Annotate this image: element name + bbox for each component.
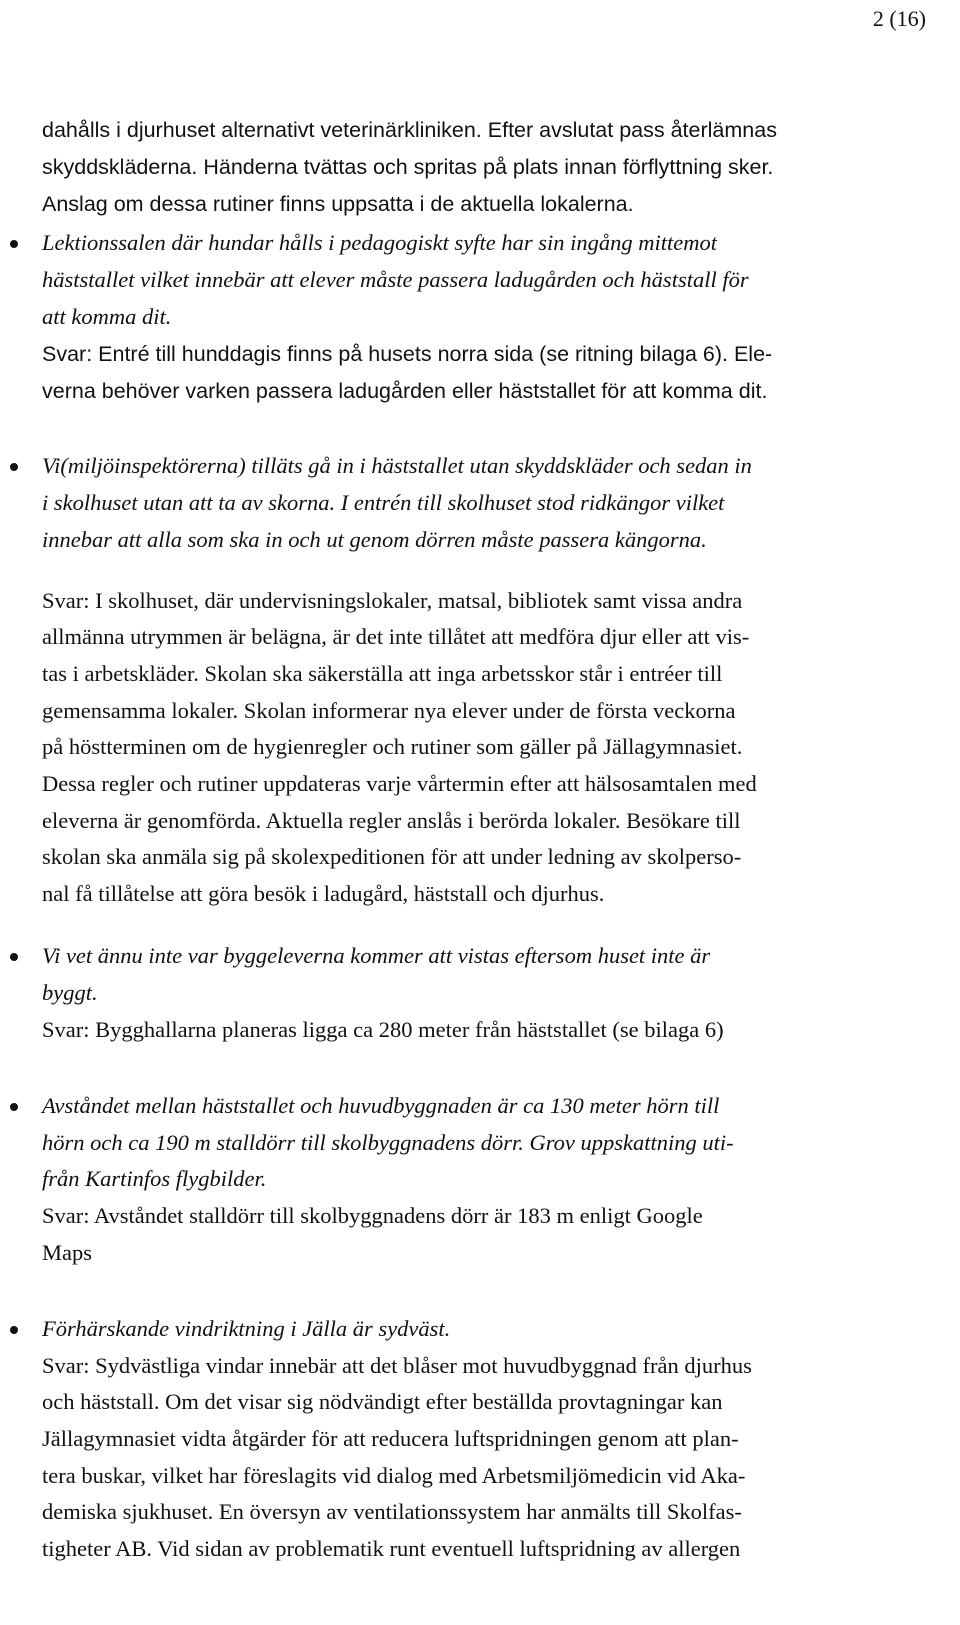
intro-line: Anslag om dessa rutiner finns uppsatta i de aktuella lokalerna. — [42, 192, 634, 216]
answer-line: Svar: Sydvästliga vindar innebär att det blåser mot huvudbyggnad från djurhus — [42, 1353, 752, 1378]
answer-line: Jällagymnasiet vidta åtgärder för att reducera luftspridningen genom att plan- — [42, 1426, 739, 1451]
intro-line: dahålls i djurhuset alternativt veterinärkliniken. Efter avslutat pass återlämnas — [42, 118, 777, 142]
answer-line: nal få tillåtelse att göra besök i ladugård, häststall och djurhus. — [42, 881, 605, 906]
answer-line: Svar: Avståndet stalldörr till skolbyggnadens dörr är 183 m enligt Google — [42, 1203, 703, 1228]
answer-line: verna behöver varken passera ladugården eller häststallet för att komma dit. — [42, 379, 768, 403]
question-line: Förhärskande vindriktning i Jälla är sydväst. — [42, 1316, 451, 1341]
question-line: i skolhuset utan att ta av skorna. I entrén till skolhuset stod ridkängor vilket — [42, 490, 725, 515]
answer-line: Maps — [42, 1240, 92, 1265]
question-line: byggt. — [42, 980, 98, 1005]
bullet-marker — [10, 1326, 18, 1334]
bullet-marker — [10, 463, 18, 471]
question-line: innebar att alla som ska in och ut genom dörren måste passera kängorna. — [42, 527, 707, 552]
answer-line: tigheter AB. Vid sidan av problematik runt eventuell luftspridning av allergen — [42, 1536, 741, 1561]
question-line: Vi vet ännu inte var byggeleverna kommer att vistas eftersom huset inte är — [42, 943, 711, 968]
bullet-marker — [10, 240, 18, 248]
question-line: Lektionssalen där hundar hålls i pedagogiskt syfte har sin ingång mittemot — [42, 230, 717, 255]
question-line: Vi(miljöinspektörerna) tilläts gå in i häststallet utan skyddskläder och sedan in — [42, 453, 752, 478]
answer-line: eleverna är genomförda. Aktuella regler anslås i berörda lokaler. Besökare till — [42, 808, 741, 833]
question-line: från Kartinfos flygbilder. — [42, 1166, 267, 1191]
answer-line: allmänna utrymmen är belägna, är det inte tillåtet att medföra djur eller att vis- — [42, 624, 750, 649]
bullet-marker — [10, 1103, 18, 1111]
question-line: att komma dit. — [42, 304, 172, 329]
answer-line: tera buskar, vilket har föreslagits vid dialog med Arbetsmiljömedicin vid Aka- — [42, 1463, 746, 1488]
answer-line: Svar: Entré till hunddagis finns på husets norra sida (se ritning bilaga 6). Ele- — [42, 342, 773, 366]
intro-line: skyddskläderna. Händerna tvättas och spritas på plats innan förflyttning sker. — [42, 155, 774, 179]
question-line: Avståndet mellan häststallet och huvudbyggnaden är ca 130 meter hörn till — [42, 1093, 720, 1118]
answer-line: på höstterminen om de hygienregler och rutiner som gäller på Jällagymnasiet. — [42, 734, 743, 759]
answer-line: demiska sjukhuset. En översyn av ventilationssystem har anmälts till Skolfas- — [42, 1499, 742, 1524]
answer-line: Dessa regler och rutiner uppdateras varje vårtermin efter att hälsosamtalen med — [42, 771, 757, 796]
answer-line: tas i arbetskläder. Skolan ska säkerställa att inga arbetsskor står i entréer till — [42, 661, 723, 686]
question-line: hörn och ca 190 m stalldörr till skolbyggnadens dörr. Grov uppskattning uti- — [42, 1130, 734, 1155]
answer-line: Svar: I skolhuset, där undervisningslokaler, matsal, bibliotek samt vissa andra — [42, 588, 743, 613]
answer-line: Svar: Bygghallarna planeras ligga ca 280 meter från häststallet (se bilaga 6) — [42, 1017, 724, 1042]
question-line: häststallet vilket innebär att elever måste passera ladugården och häststall för — [42, 267, 749, 292]
page-number: 2 (16) — [872, 6, 926, 31]
answer-line: och häststall. Om det visar sig nödvändigt efter beställda provtagningar kan — [42, 1389, 723, 1414]
bullet-marker — [10, 953, 18, 961]
answer-line: skolan ska anmäla sig på skolexpeditionen för att under ledning av skolperso- — [42, 844, 742, 869]
answer-line: gemensamma lokaler. Skolan informerar nya elever under de första veckorna — [42, 698, 736, 723]
